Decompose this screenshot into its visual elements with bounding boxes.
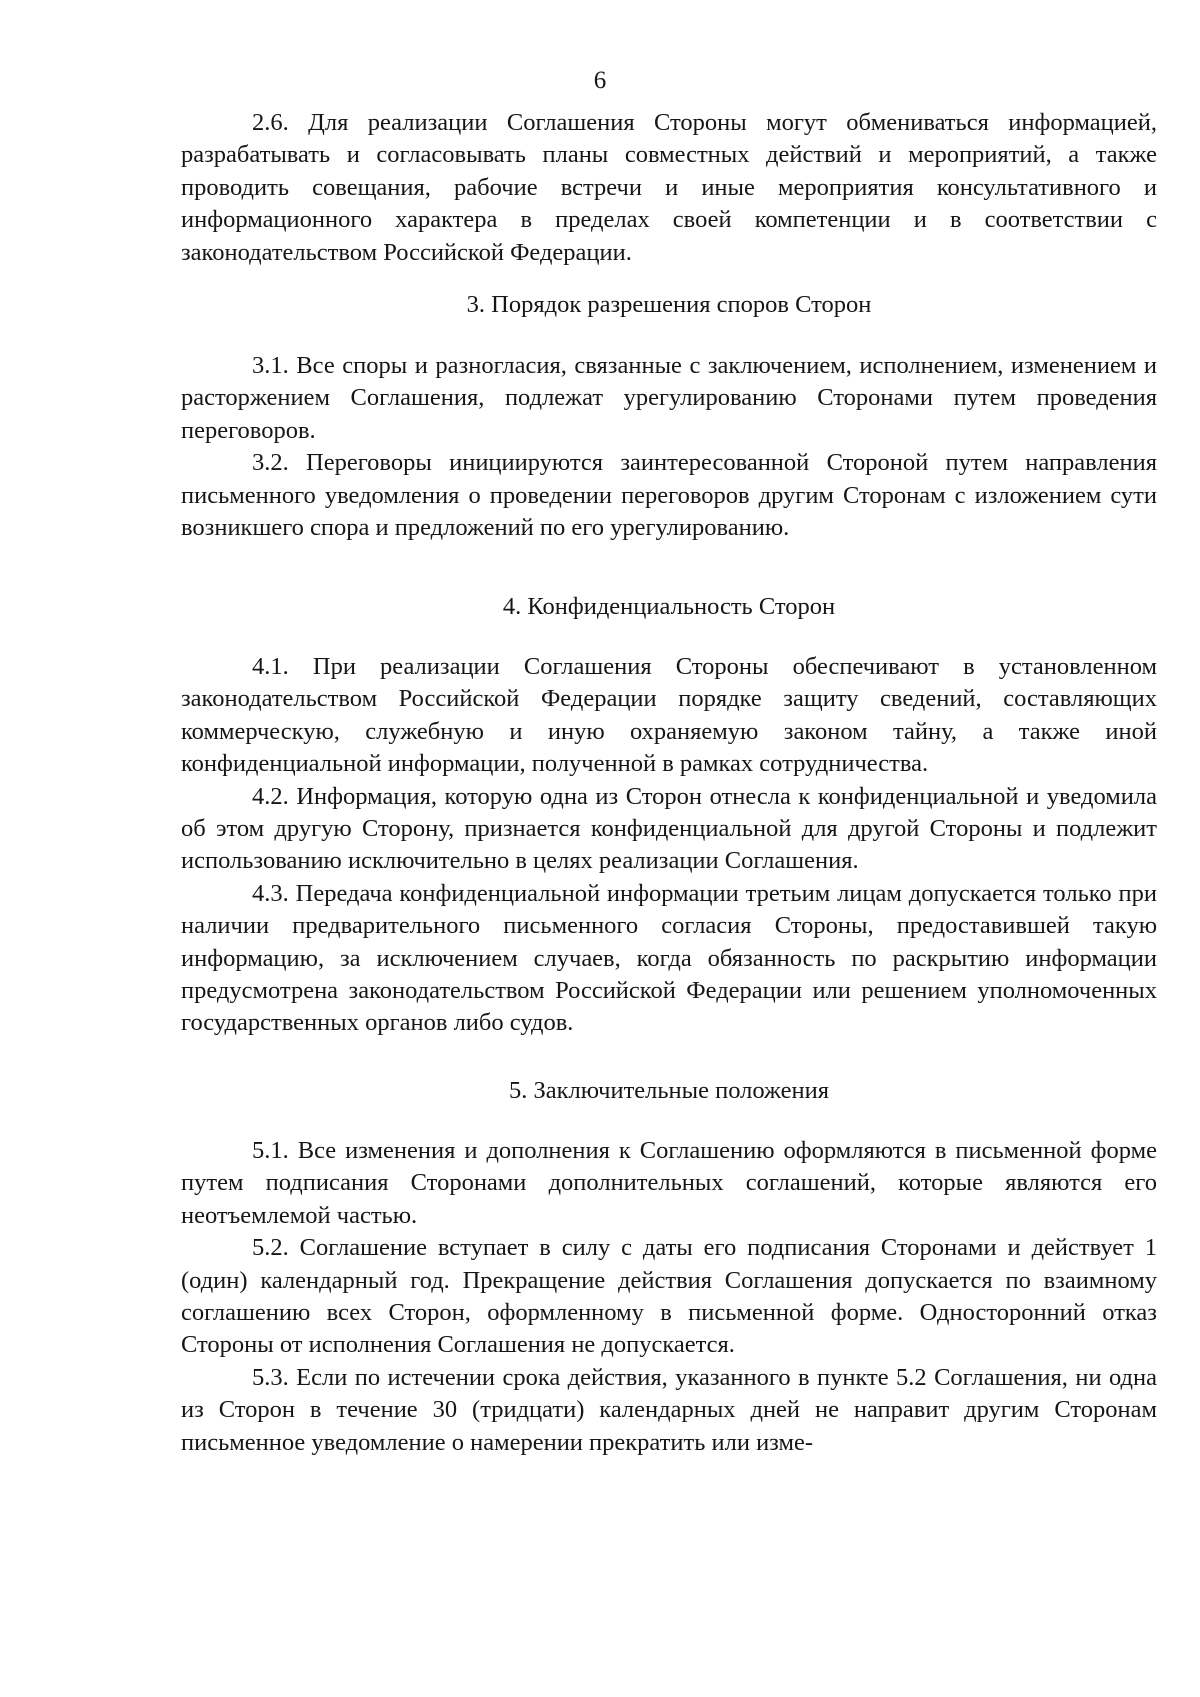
- paragraph-2-6: 2.6. Для реализации Соглашения Стороны могут обмениваться информацией, разрабатывать и согласовывать планы совместных действий и мероприятий, а также проводить совещания, рабочие встречи и иные мероприятия консультативного и информационного характера в пределах своей компетенции и в соответствии с законодательством Российской Федерации.: [181, 109, 1157, 266]
- paragraph-4-2: 4.2. Информация, которую одна из Сторон отнесла к конфиденциальной и уведомила об этом другую Сторону, признается конфиденциальной для другой Стороны и подлежит использованию исключительно в целях реализации Соглашения.: [181, 782, 1157, 875]
- paragraph-4-3: 4.3. Передача конфиденциальной информации третьим лицам допускается только при наличии предварительного письменного согласия Стороны, предоставившей такую информацию, за исключением случаев, когда обязанность по раскрытию информации предусмотрена законодательством Российской Федерации или решением уполномоченных государственных органов либо судов.: [181, 879, 1157, 1037]
- section-4-body: [181, 651, 1157, 1040]
- section-5-body: [181, 1135, 1157, 1459]
- section-3-body: [181, 350, 1157, 544]
- paragraph-3-2: 3.2. Переговоры инициируются заинтересованной Стороной путем направления письменного уведомления о проведении переговоров другим Сторонам с изложением сути возникшего спора и предложений по его урегулированию.: [181, 449, 1157, 542]
- paragraph-4-1: 4.1. При реализации Соглашения Стороны обеспечивают в установленном законодательством Российской Федерации порядке защиту сведений, составляющих коммерческую, служебную и иную охраняемую законом тайну, а также иной конфиденциальной информации, полученной в рамках сотрудничества.: [181, 653, 1157, 778]
- paragraph-5-2: 5.2. Соглашение вступает в силу с даты его подписания Сторонами и действует 1 (один) календарный год. Прекращение действия Соглашения допускается по взаимному соглашению всех Сторон, оформленному в письменной форме. Односторонний отказ Стороны от исполнения Соглашения не допускается.: [181, 1234, 1157, 1359]
- section-3-heading: 3. Порядок разрешения споров Сторон: [466, 291, 872, 318]
- paragraph-5-3: 5.3. Если по истечении срока действия, указанного в пункте 5.2 Соглашения, ни одна из Сторон в течение 30 (тридцати) календарных дней не направит другим Сторонам письменное уведомление о намерении прекратить или изме-: [181, 1363, 1157, 1456]
- page-number: 6: [593, 67, 607, 94]
- section-2-body: [181, 107, 1157, 269]
- section-4-heading: 4. Конфиденциальность Сторон: [502, 593, 836, 620]
- paragraph-3-1: 3.1. Все споры и разногласия, связанные с заключением, исполнением, изменением и расторжением Соглашения, подлежат урегулированию Сторонами путем проведения переговоров.: [181, 352, 1157, 444]
- paragraph-5-1: 5.1. Все изменения и дополнения к Соглашению оформляются в письменной форме путем подписания Сторонами дополнительных соглашений, которые являются его неотъемлемой частью.: [181, 1137, 1157, 1229]
- section-5-heading: 5. Заключительные положения: [508, 1077, 829, 1104]
